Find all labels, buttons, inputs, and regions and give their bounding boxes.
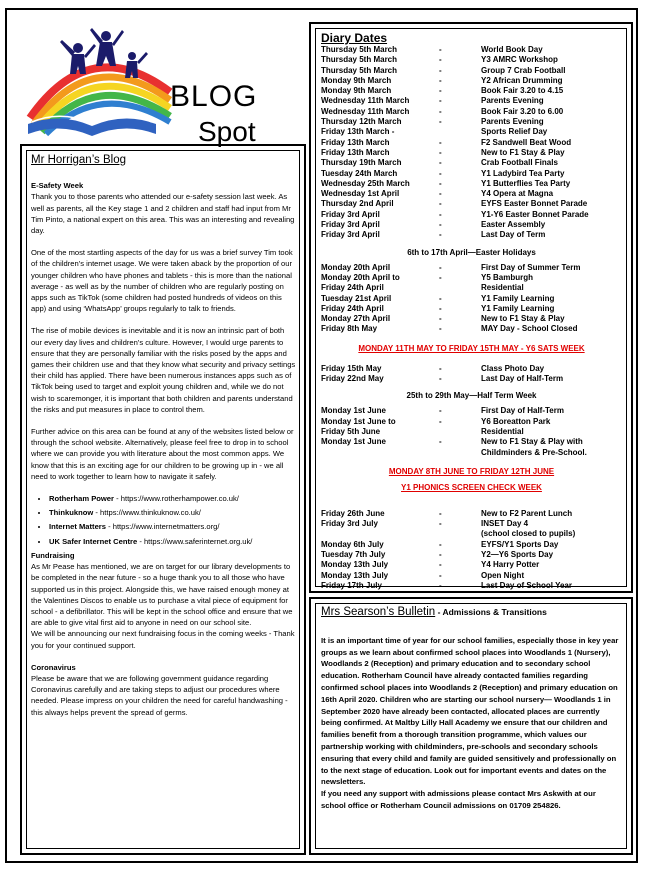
diary-group bbox=[321, 364, 622, 385]
diary-event: Y3 AMRC Workshop bbox=[481, 55, 558, 65]
diary-row bbox=[321, 509, 622, 519]
diary-row bbox=[321, 304, 622, 314]
diary-row bbox=[321, 529, 622, 539]
diary-event: First Day of Half-Term bbox=[481, 406, 564, 416]
diary-date: Wednesday 11th March bbox=[321, 106, 410, 116]
phonics-title-note: Y1 PHONICS SCREEN CHECK WEEK bbox=[401, 482, 542, 492]
diary-row bbox=[321, 76, 622, 86]
diary-row bbox=[321, 107, 622, 117]
diary-dash: - bbox=[439, 220, 442, 230]
diary-dash: - bbox=[439, 189, 442, 199]
diary-dash: - bbox=[439, 168, 442, 178]
diary-event: Last Day of Term bbox=[481, 230, 546, 240]
blog-spot-logo bbox=[20, 22, 260, 147]
diary-dash bbox=[439, 283, 481, 293]
diary-row bbox=[321, 427, 622, 437]
diary-event: INSET Day 4 bbox=[481, 519, 529, 529]
diary-date: Monday 1st June bbox=[321, 406, 386, 416]
bulletin-title: Mrs Searson’s Bulletin bbox=[321, 606, 436, 618]
diary-row bbox=[321, 560, 622, 570]
diary-dash: - bbox=[439, 570, 442, 580]
diary-dates-panel bbox=[309, 22, 633, 593]
diary-row bbox=[321, 571, 622, 581]
coronavirus-heading: Coronavirus bbox=[31, 662, 76, 672]
diary-dash bbox=[439, 448, 481, 458]
bulletin-paragraph: It is an important time of year for our school families, especially those in key year groups as we learn about confirmed school places into Woodlands 1 (Nursery), Woodlands 2 (Reception) and primary education and to secondary school education. Rotherham Council have already contacted families regarding confirmed school places into Woodlands 2 (Reception) and primary education on 16th April 2020. Children who are starting our school nursery— Woodlands 1 in September 2020 have already been contacted, allocated places are currently being confirmed. At Maltby Lilly Hall Academy we ensure that our children and families benefit from a thorough transition programme, which values our partnership working with childminders, pre-schools and secondary schools ensuring that every child and family are guided sensitively and professionally on to the next stage of education. Look out for important events and dates on the newsletters. bbox=[321, 635, 619, 787]
phonics-dates-note: MONDAY 8TH JUNE TO FRIDAY 12TH JUNE bbox=[388, 466, 555, 476]
diary-date: Monday 13th July bbox=[321, 570, 389, 580]
diary-event: Y1 Family Learning bbox=[481, 303, 555, 313]
bulletin-paragraph: If you need any support with admissions please contact Mrs Askwith at our school office or Rotherham Council admissions on 01709 254826. bbox=[321, 789, 596, 810]
diary-date: Friday 17th July bbox=[321, 580, 382, 590]
diary-dash: - bbox=[439, 230, 442, 240]
list-item[interactable]: • Thinkuknow - https://www.thinkuknow.co.uk/ bbox=[49, 507, 297, 518]
diary-date: Friday 13th March - bbox=[321, 127, 395, 137]
diary-row bbox=[321, 230, 622, 240]
diary-event: Y6 Boreatton Park bbox=[481, 416, 551, 426]
blog-paragraph: Further advice on this area can be found at any of the websites listed below or through the school website. Alternatively, please feel free to drop in to school where we can provide you with literature about the most common apps. We know that this is an exciting age for our children to be growing up in - we all need to work together to learn how to navigate it safely. bbox=[31, 427, 294, 481]
diary-row bbox=[321, 364, 622, 374]
list-item[interactable]: • Rotherham Power - https://www.rotherhampower.co.uk/ bbox=[49, 493, 297, 504]
diary-dash: - bbox=[439, 106, 442, 116]
diary-event: F2 Sandwell Beat Wood bbox=[481, 137, 572, 147]
diary-dash: - bbox=[439, 178, 442, 188]
diary-row bbox=[321, 294, 622, 304]
bulletin-panel bbox=[309, 597, 633, 855]
diary-row bbox=[321, 210, 622, 220]
blog-title: Mr Horrigan’s Blog bbox=[31, 154, 127, 166]
diary-event: Last Day of Half-Term bbox=[481, 374, 564, 384]
diary-dash: - bbox=[439, 519, 442, 529]
diary-row bbox=[321, 179, 622, 189]
diary-date: Tuesday 7th July bbox=[321, 549, 386, 559]
website-links-list bbox=[31, 493, 297, 547]
diary-row bbox=[321, 220, 622, 230]
diary-event: New to F1 Stay & Play with bbox=[481, 437, 583, 447]
diary-date: Tuesday 21st April bbox=[321, 293, 392, 303]
diary-row bbox=[321, 314, 622, 324]
diary-date: Monday 1st June to bbox=[321, 416, 396, 426]
diary-event: Book Fair 3.20 to 6.00 bbox=[481, 106, 564, 116]
sats-week-note: MONDAY 11TH MAY TO FRIDAY 15TH MAY - Y6 SATS WEEK bbox=[358, 343, 585, 353]
blog-paragraph: We will be announcing our next fundraising focus in the coming weeks - Thank you for your continued support. bbox=[31, 629, 295, 650]
diary-event: MAY Day - School Closed bbox=[481, 324, 578, 334]
diary-event: Book Fair 3.20 to 4.15 bbox=[481, 86, 564, 96]
diary-dash: - bbox=[439, 560, 442, 570]
diary-date: Monday 20th April to bbox=[321, 272, 400, 282]
diary-dash: - bbox=[439, 209, 442, 219]
diary-dash: - bbox=[439, 45, 442, 54]
diary-event: Last Day of School Year bbox=[481, 580, 572, 590]
diary-row bbox=[321, 66, 622, 76]
link-url[interactable]: - https://www.thinkuknow.co.uk/ bbox=[93, 508, 201, 518]
diary-event: First Day of Summer Term bbox=[481, 262, 581, 272]
fundraising-heading: Fundraising bbox=[31, 550, 75, 560]
diary-date: Thursday 5th March bbox=[321, 55, 398, 65]
diary-dash bbox=[439, 529, 481, 539]
diary-event: Y1 Ladybird Tea Party bbox=[481, 168, 565, 178]
bulletin-heading bbox=[321, 607, 622, 619]
diary-dash: - bbox=[439, 272, 442, 282]
diary-event: Sports Relief Day bbox=[481, 127, 548, 137]
diary-row bbox=[321, 448, 622, 458]
diary-dash: - bbox=[439, 55, 442, 65]
diary-row bbox=[321, 158, 622, 168]
link-url[interactable]: - https://www.saferinternet.org.uk/ bbox=[137, 536, 253, 546]
diary-date: Friday 26th June bbox=[321, 508, 385, 518]
diary-dash: - bbox=[439, 324, 442, 334]
diary-title: Diary Dates bbox=[321, 31, 388, 45]
diary-dash: - bbox=[439, 437, 442, 447]
diary-date: Thursday 5th March bbox=[321, 45, 398, 54]
diary-date: Monday 20th April bbox=[321, 262, 391, 272]
diary-row bbox=[321, 374, 622, 384]
diary-date: Monday 1st June bbox=[321, 437, 386, 447]
diary-date: Friday 15th May bbox=[321, 363, 382, 373]
diary-event: Crab Football Finals bbox=[481, 158, 558, 168]
diary-row bbox=[321, 45, 622, 55]
diary-date: Monday 9th March bbox=[321, 75, 392, 85]
diary-group bbox=[321, 509, 622, 591]
diary-dash: - bbox=[439, 580, 442, 590]
diary-event: Easter Assembly bbox=[481, 220, 546, 230]
diary-dash bbox=[439, 127, 481, 137]
diary-dash: - bbox=[439, 117, 442, 127]
diary-event: Class Photo Day bbox=[481, 363, 545, 373]
diary-date: Wednesday 11th March bbox=[321, 96, 410, 106]
diary-date: Friday 13th March bbox=[321, 137, 390, 147]
diary-dash: - bbox=[439, 303, 442, 313]
diary-date bbox=[321, 448, 439, 458]
diary-dash: - bbox=[439, 293, 442, 303]
diary-dash: - bbox=[439, 363, 442, 373]
diary-group bbox=[321, 45, 622, 241]
diary-row bbox=[321, 86, 622, 96]
diary-date: Friday 3rd April bbox=[321, 220, 380, 230]
logo-word-spot: Spot bbox=[198, 116, 256, 147]
diary-date: Thursday 12th March bbox=[321, 117, 402, 127]
diary-row bbox=[321, 581, 622, 591]
diary-date: Monday 6th July bbox=[321, 539, 384, 549]
diary-row bbox=[321, 117, 622, 127]
diary-row bbox=[321, 96, 622, 106]
diary-event: Y1-Y6 Easter Bonnet Parade bbox=[481, 209, 589, 219]
diary-row bbox=[321, 417, 622, 427]
diary-dash: - bbox=[439, 96, 442, 106]
diary-event: Group 7 Crab Football bbox=[481, 65, 566, 75]
diary-date: Thursday 19th March bbox=[321, 158, 402, 168]
diary-date: Wednesday 25th March bbox=[321, 178, 410, 188]
diary-row bbox=[321, 199, 622, 209]
diary-event: Y4 Harry Potter bbox=[481, 560, 540, 570]
diary-row bbox=[321, 189, 622, 199]
easter-holidays-note: 6th to 17th April—Easter Holidays bbox=[407, 247, 536, 257]
half-term-note: 25th to 29th May—Half Term Week bbox=[406, 391, 537, 401]
diary-date: Monday 27th April bbox=[321, 314, 391, 324]
diary-date bbox=[321, 529, 439, 539]
diary-dash bbox=[439, 427, 481, 437]
diary-date: Friday 24th April bbox=[321, 283, 384, 293]
diary-event: Y1 Family Learning bbox=[481, 293, 555, 303]
diary-dash: - bbox=[439, 416, 442, 426]
diary-date: Tuesday 24th March bbox=[321, 168, 398, 178]
diary-group bbox=[321, 406, 622, 457]
diary-date: Wednesday 1st April bbox=[321, 189, 400, 199]
diary-row bbox=[321, 437, 622, 447]
diary-row bbox=[321, 283, 622, 293]
diary-date: Friday 3rd April bbox=[321, 230, 380, 240]
diary-date: Friday 22nd May bbox=[321, 374, 384, 384]
blog-paragraph: Thank you to those parents who attended our e-safety session last week. As well as parents, all the Key stage 1 and 2 children and staff had input from Mr Tim Pinto, a national expert on this area. This was an interesting and revealing day. bbox=[31, 192, 295, 236]
diary-date: Thursday 5th March bbox=[321, 65, 398, 75]
logo-word-blog: BLOG bbox=[170, 80, 258, 113]
blog-paragraph: Please be aware that we are following government guidance regarding Coronavirus carefully and are taking steps to adjust our procedures where needed. Please impress on your children the need for careful handwashing - this always helps prevent the spread of germs. bbox=[31, 673, 288, 717]
diary-event: Y2—Y6 Sports Day bbox=[481, 549, 554, 559]
diary-event: Parents Evening bbox=[481, 96, 544, 106]
diary-date: Friday 13th March bbox=[321, 147, 390, 157]
diary-event: Open Night bbox=[481, 570, 525, 580]
diary-row bbox=[321, 519, 622, 529]
diary-event: New to F2 Parent Lunch bbox=[481, 508, 573, 518]
diary-event: EYFS Easter Bonnet Parade bbox=[481, 199, 588, 209]
diary-event: Residential bbox=[481, 426, 524, 436]
diary-row bbox=[321, 406, 622, 416]
diary-date: Monday 9th March bbox=[321, 86, 392, 96]
diary-event: New to F1 Stay & Play bbox=[481, 147, 565, 157]
blog-panel bbox=[20, 144, 306, 855]
diary-event: EYFS/Y1 Sports Day bbox=[481, 539, 559, 549]
blog-paragraph: One of the most startling aspects of the day for us was a brief survey Tim took of the children’s internet usage. We were taken aback by the proportion of our younger children who have phones and tablets - this is more than the national average - as well as by the number of children who are regularly posting on apps such as TikTok (some children had posted hundreds of videos on this app) and using ‘WhatsApp’ groups regularly to talk to friends. bbox=[31, 248, 293, 314]
diary-dash: - bbox=[439, 539, 442, 549]
diary-date: Friday 3rd April bbox=[321, 209, 380, 219]
diary-row bbox=[321, 324, 622, 334]
blog-paragraph: The rise of mobile devices is inevitable and it is now an intrinsic part of both our every day lives and children’s culture. However, I would urge parents to ensure that they are personally familiar with the risks posed by the apps and games their children use and that they know what security and privacy settings their child has applied. There have been numerous instances apps such as of TikTok being used to target and exploit young children and, while we do not wish to scaremonger, it is important that both children and parents understand the risks and put measures in place to control them. bbox=[31, 326, 296, 414]
diary-row bbox=[321, 169, 622, 179]
blog-paragraph: As Mr Pease has mentioned, we are on target for our library developments to be completed in the near future - so a huge thank you to all those who have supported us in this project. Alongside this, we have raised enough money at the Valentines Discos to enable us to purchase a vital piece of equipment for school - a defibrillator. This will be kept in the school office and ensure that we are able to give vital first aid to anyone in need on our school site. bbox=[31, 562, 293, 628]
list-item[interactable]: • Internet Matters - https://www.internetmatters.org/ bbox=[49, 521, 297, 532]
diary-event: (school closed to pupils) bbox=[481, 529, 576, 539]
diary-dash: - bbox=[439, 147, 442, 157]
diary-dash: - bbox=[439, 158, 442, 168]
diary-row bbox=[321, 550, 622, 560]
diary-row bbox=[321, 127, 622, 137]
link-url[interactable]: - https://www.rotherhampower.co.uk/ bbox=[113, 494, 239, 504]
diary-dash: - bbox=[439, 406, 442, 416]
diary-event: Childminders & Pre-School. bbox=[481, 447, 587, 457]
diary-dash: - bbox=[439, 508, 442, 518]
diary-event: World Book Day bbox=[481, 45, 543, 54]
diary-row bbox=[321, 148, 622, 158]
diary-dash: - bbox=[439, 65, 442, 75]
diary-event: Y1 Butterflies Tea Party bbox=[481, 178, 571, 188]
diary-date: Friday 3rd July bbox=[321, 519, 378, 529]
list-item[interactable]: • UK Safer Internet Centre - https://www.saferinternet.org.uk/ bbox=[49, 536, 297, 547]
esafety-heading: E-Safety Week bbox=[31, 181, 84, 191]
diary-date: Friday 8th May bbox=[321, 324, 378, 334]
diary-event: Y4 Opera at Magna bbox=[481, 189, 554, 199]
diary-group bbox=[321, 263, 622, 335]
diary-event: Y5 Bamburgh bbox=[481, 272, 534, 282]
diary-row bbox=[321, 138, 622, 148]
diary-dash: - bbox=[439, 75, 442, 85]
diary-event: Residential bbox=[481, 283, 524, 293]
diary-event: Y2 African Drumming bbox=[481, 75, 563, 85]
diary-dash: - bbox=[439, 137, 442, 147]
link-url[interactable]: - https://www.internetmatters.org/ bbox=[105, 522, 220, 532]
diary-dash: - bbox=[439, 262, 442, 272]
diary-dash: - bbox=[439, 199, 442, 209]
diary-dash: - bbox=[439, 314, 442, 324]
diary-dash: - bbox=[439, 86, 442, 96]
diary-date: Friday 24th April bbox=[321, 303, 384, 313]
diary-row bbox=[321, 273, 622, 283]
diary-event: Parents Evening bbox=[481, 117, 544, 127]
diary-dash: - bbox=[439, 549, 442, 559]
diary-date: Monday 13th July bbox=[321, 560, 389, 570]
diary-row bbox=[321, 540, 622, 550]
diary-dash: - bbox=[439, 374, 442, 384]
bulletin-subtitle: - Admissions & Transitions bbox=[435, 607, 547, 617]
diary-row bbox=[321, 55, 622, 65]
diary-event: New to F1 Stay & Play bbox=[481, 314, 565, 324]
diary-row bbox=[321, 263, 622, 273]
diary-date: Friday 5th June bbox=[321, 426, 381, 436]
diary-date: Thursday 2nd April bbox=[321, 199, 394, 209]
